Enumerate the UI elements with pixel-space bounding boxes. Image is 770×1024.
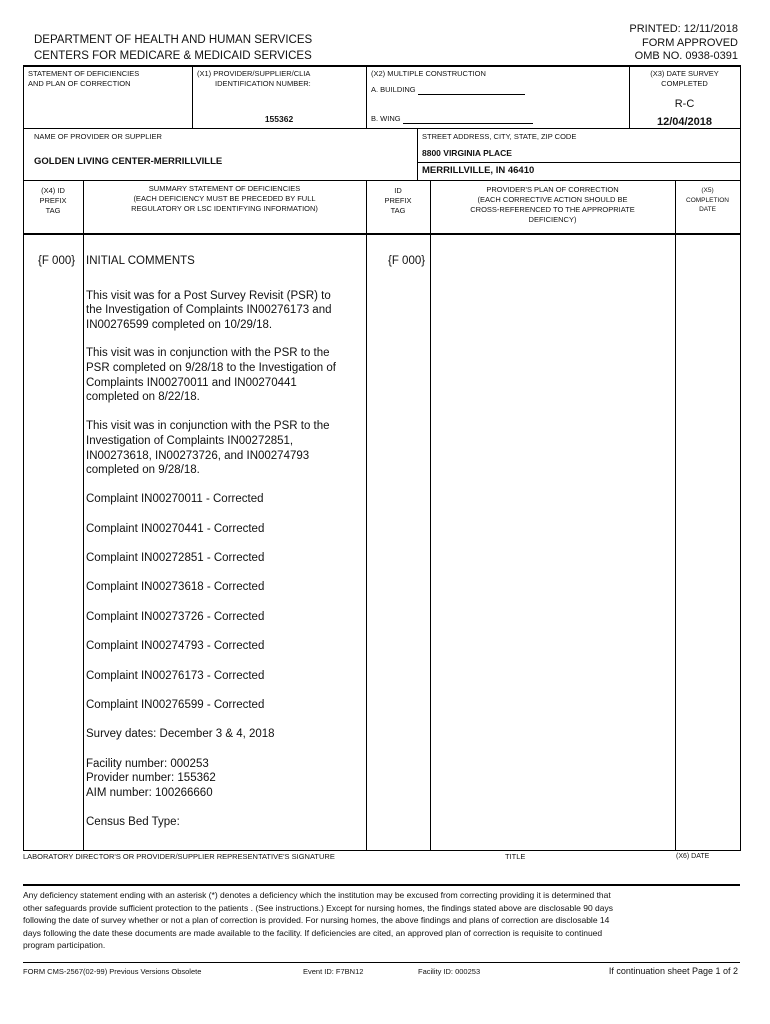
plan-header: PROVIDER'S PLAN OF CORRECTION (EACH CORRECTIVE ACTION SHOULD BE CROSS-REFERENCED TO THE APPROPRIATE DEFICIENCY) [470,185,635,224]
x4-header: (X4) ID PREFIX TAG [39,186,67,215]
building-field: A. BUILDING [371,85,525,95]
complaint-item: Complaint IN00273726 - Corrected [86,610,265,623]
paragraph-3: This visit was in conjunction with the PSR to the Investigation of Complaints IN00272851, IN00273618, IN00273726, and IN00274793 completed on 9/28/18. [86,420,330,477]
summary-header: SUMMARY STATEMENT OF DEFICIENCIES (EACH DEFICIENCY MUST BE PRECEDED BY FULL REGULATORY OR LSC IDENTIFYING INFORMATION) [131,184,318,213]
title-label: TITLE [505,852,526,861]
complaint-item: Complaint IN00270441 - Corrected [86,522,265,535]
census-bed-type: Census Bed Type: [86,816,180,828]
x3-label: (X3) DATE SURVEY COMPLETED [650,69,719,88]
complaint-item: Complaint IN00274793 - Corrected [86,640,265,653]
facility-id: Facility ID: 000253 [418,967,481,976]
left-prefix-tag: {F 000} [38,255,76,267]
continuation-page: If continuation sheet Page 1 of 2 [608,966,738,976]
wing-field: B. WING [371,114,533,124]
complaint-item: Complaint IN00276173 - Corrected [86,669,265,682]
provider-label: NAME OF PROVIDER OR SUPPLIER [34,132,162,141]
complaint-item: Complaint IN00270011 - Corrected [86,493,264,506]
facility-number: Facility number: 000253 [86,757,209,770]
complaint-item: Complaint IN00276599 - Corrected [86,699,265,712]
address-city: MERRILLVILLE, IN 46410 [422,165,535,176]
survey-type: R-C [674,98,695,110]
director-signature-label: LABORATORY DIRECTOR'S OR PROVIDER/SUPPLIER REPRESENTATIVE'S SIGNATURE [23,852,335,861]
address-label: STREET ADDRESS, CITY, STATE, ZIP CODE [422,132,577,141]
comments-heading: INITIAL COMMENTS [86,255,195,267]
provider-id-number: 155362 [264,114,294,124]
x6-date-label: (X6) DATE [676,853,710,860]
complaint-list [86,492,364,712]
printed-date: PRINTED: 12/11/2018 [629,23,738,35]
event-id: Event ID: F7BN12 [303,967,364,976]
centers-name: CENTERS FOR MEDICARE & MEDICAID SERVICES [34,49,312,62]
disclaimer-text: Any deficiency statement ending with an asterisk (*) denotes a deficiency which the institution may be excused from correcting providing it is determined that other safeguards provide sufficient protection to the patients . (See instructions.) Except for nursing homes, the findings stated above are disclosable 90 days following the date of survey whether or not a plan of correction is provided. For nursing homes, the above findings and plans of correction are disclosable 14 days following the date these documents are made available to the facility. If deficiencies are cited, an approved plan of correction is requisite to continued program participation. [23,890,613,950]
complaint-item: Complaint IN00272851 - Corrected [86,552,265,565]
omb-number: OMB NO. 0938-0391 [634,50,738,62]
x2-label: (X2) MULTIPLE CONSTRUCTION [371,69,486,78]
aim-number: AIM number: 100266660 [86,786,213,799]
id-header: ID PREFIX TAG [384,186,412,215]
form-meta [629,23,738,64]
paragraph-2: This visit was in conjunction with the PSR to the PSR completed on 9/28/18 to the Investigation of Complaints IN00270011 and IN00270441 completed on 8/22/18. [86,347,336,404]
department-name: DEPARTMENT OF HEALTH AND HUMAN SERVICES [34,34,313,46]
provider-name: GOLDEN LIVING CENTER-MERRILLVILLE [34,156,223,167]
form-approved: FORM APPROVED [642,36,738,49]
right-prefix-tag: {F 000} [388,255,426,267]
survey-completed-date: 12/04/2018 [656,116,713,128]
complaint-item: Complaint IN00273618 - Corrected [86,581,265,594]
agency-header [34,33,312,64]
summary-content [86,254,364,830]
x5-header: (X5) COMPLETION DATE [686,187,729,213]
provider-number: Provider number: 155362 [86,772,216,785]
x1-label: (X1) PROVIDER/SUPPLIER/CLIA IDENTIFICATION NUMBER: [197,69,311,88]
survey-dates: Survey dates: December 3 & 4, 2018 [86,728,275,741]
paragraph-1: This visit was for a Post Survey Revisit (PSR) to the Investigation of Complaints IN00276173 and IN00276599 completed on 10/29/18. [86,289,332,331]
form-id: FORM CMS-2567(02-99) Previous Versions Obsolete [23,967,202,976]
statement-label: STATEMENT OF DEFICIENCIES AND PLAN OF CORRECTION [28,69,140,88]
address-street: 8800 VIRGINIA PLACE [422,148,512,158]
